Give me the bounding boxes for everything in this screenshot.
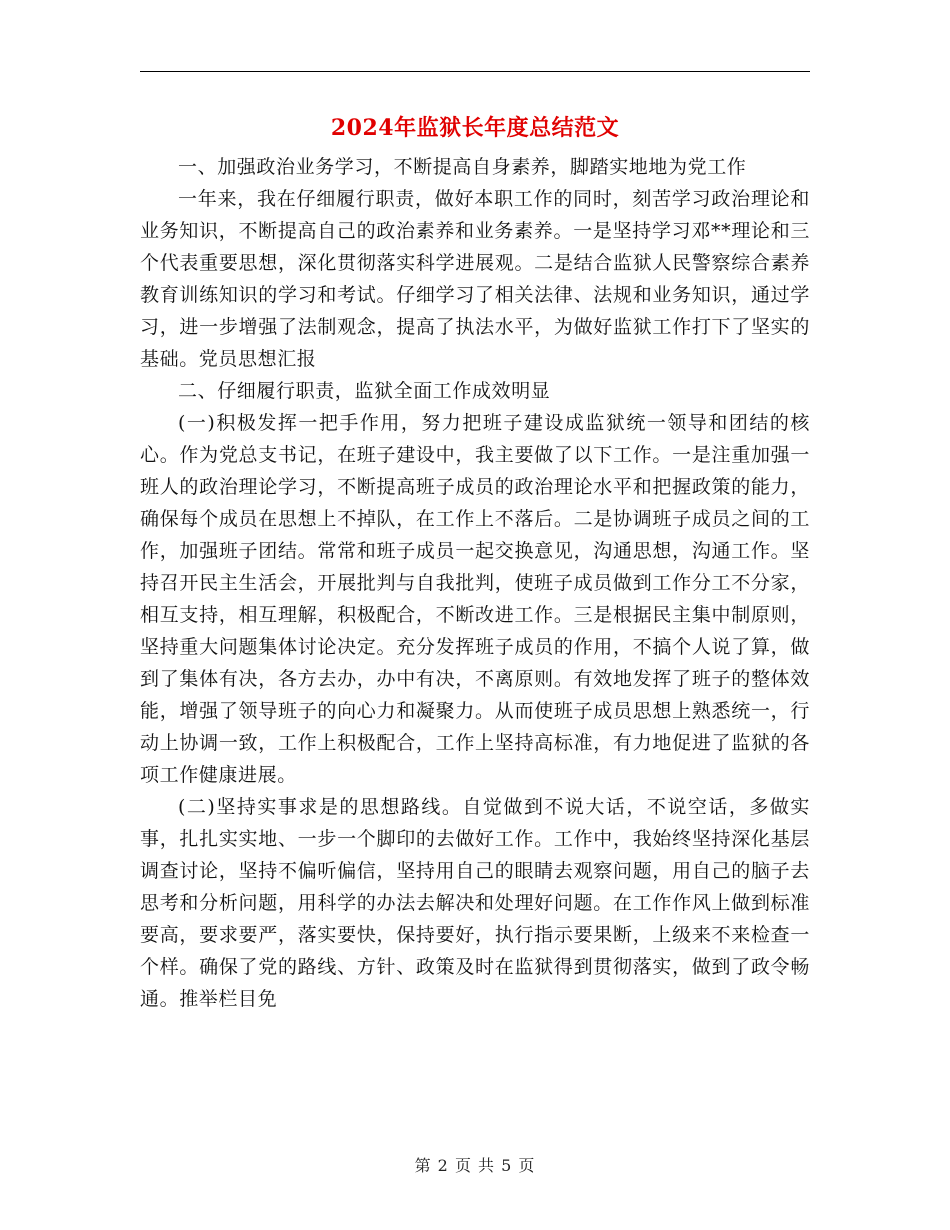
page-number: 第 2 页 共 5 页 xyxy=(414,1156,536,1175)
section-heading-1: 一、加强政治业务学习，不断提高自身素养，脚踏实地地为党工作 xyxy=(178,156,747,178)
body-paragraph: (一)积极发挥一把手作用，努力把班子建设成监狱统一领导和团结的核心。作为党总支书记，在班子建设中，我主要做了以下工作。一是注重加强一班人的政治理论学习，不断提高班子成员的政治理论水平和把握政策的能力，确保每个成员在思想上不掉队，在工作上不落后。二是协调班子成员之间的工作，加强班子团结。常常和班子成员一起交换意见，沟通思想，沟通工作。坚持召开民主生活会，开展批判与自我批判，使班子成员做到工作分工不分家，相互支持，相互理解，积极配合，不断改进工作。三是根据民主集中制原则，坚持重大问题集体讨论决定。充分发挥班子成员的作用，不搞个人说了算，做到了集体有决，各方去办，办中有决，不离原则。有效地发挥了班子的整体效能，增强了领导班子的向心力和凝聚力。从而使班子成员思想上熟悉统一，行动上协调一致，工作上积极配合，工作上坚持高标准，有力地促进了监狱的各项工作健康进展。 xyxy=(140,412,810,786)
body-paragraph: 一年来，我在仔细履行职责，做好本职工作的同时，刻苦学习政治理论和业务知识，不断提高自己的政治素养和业务素养。一是坚持学习邓**理论和三个代表重要思想，深化贯彻落实科学进展观。二是结合监狱人民警察综合素养教育训练知识的学习和考试。仔细学习了相关法律、法规和业务知识，通过学习，进一步增强了法制观念，提高了执法水平，为做好监狱工作打下了坚实的基础。党员思想汇报 xyxy=(140,188,810,370)
section-heading-2: 二、仔细履行职责，监狱全面工作成效明显 xyxy=(178,380,551,402)
document-body xyxy=(140,151,810,1015)
document-title: 2024年监狱长年度总结范文 xyxy=(330,115,620,141)
header-rule xyxy=(140,71,810,72)
body-paragraph: (二)坚持实事求是的思想路线。自觉做到不说大话，不说空话，多做实事，扎扎实实地、一步一个脚印的去做好工作。工作中，我始终坚持深化基层调查讨论，坚持不偏听偏信，坚持用自己的眼睛去观察问题，用自己的脑子去思考和分析问题，用科学的办法去解决和处理好问题。在工作作风上做到标准要高，要求要严，落实要快，保持要好，执行指示要果断，上级来不来检查一个样。确保了党的路线、方针、政策及时在监狱得到贯彻落实，做到了政令畅通。推举栏目免 xyxy=(140,796,810,1010)
